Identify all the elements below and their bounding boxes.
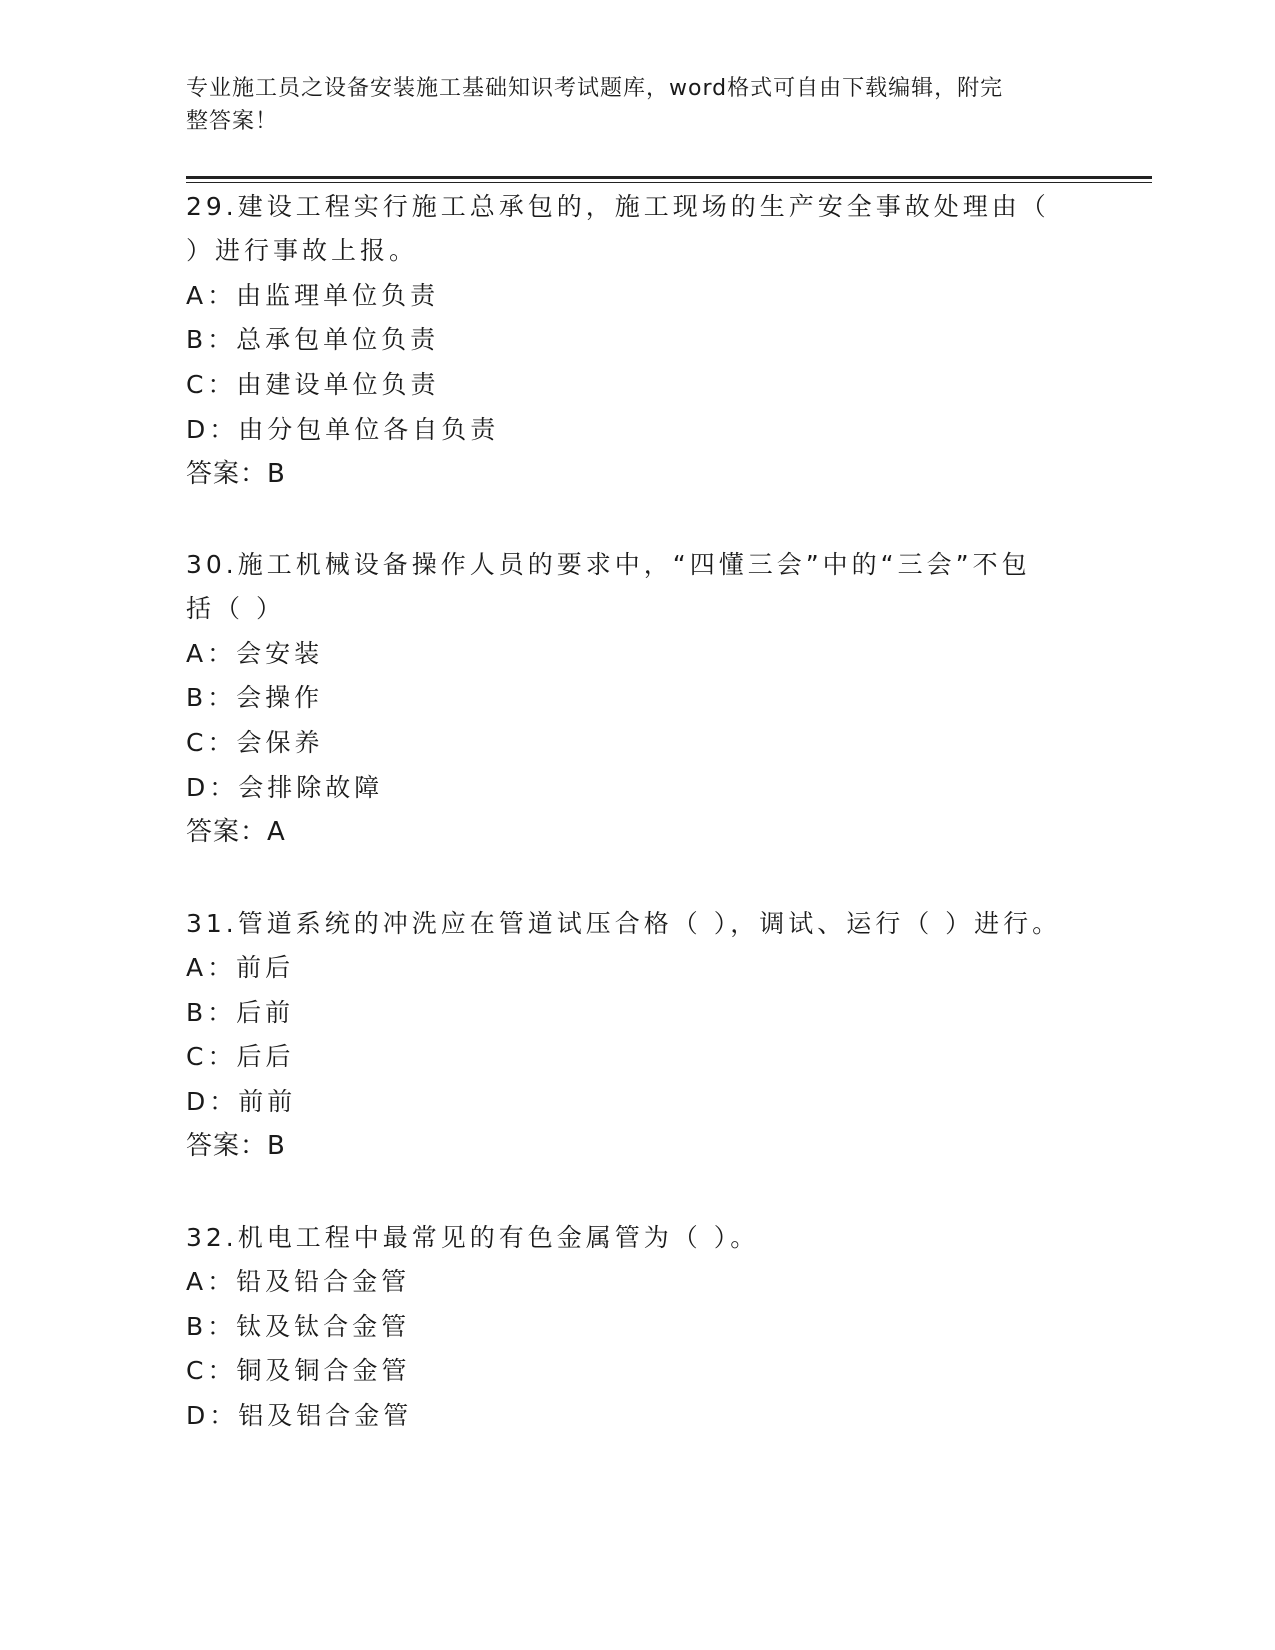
question-29-stem-line-2: ）进行事故上报。	[186, 236, 419, 265]
question-29-option-b: B：总承包单位负责	[186, 325, 440, 354]
question-31-option-a: A：前后	[186, 953, 295, 982]
question-31-option-b: B：后前	[186, 998, 295, 1027]
question-32-option-d: D：铝及铝合金管	[186, 1401, 413, 1430]
question-30-option-d: D：会排除故障	[186, 773, 384, 802]
question-32-stem-line-1: 32.机电工程中最常见的有色金属管为（ ）。	[186, 1223, 760, 1252]
header-line-2: 整答案！	[186, 109, 279, 134]
question-30-stem-line-2: 括（ ）	[186, 594, 285, 623]
document-header	[186, 72, 1066, 138]
question-31-option-c: C：后后	[186, 1042, 295, 1071]
question-30-stem-line-1: 30.施工机械设备操作人员的要求中，“四懂三会”中的“三会”不包	[186, 550, 1031, 579]
question-30-option-b: B：会操作	[186, 683, 324, 712]
question-30-answer: 答案：A	[186, 817, 286, 847]
question-32-option-b: B：钛及钛合金管	[186, 1312, 411, 1341]
question-32-option-c: C：铜及铜合金管	[186, 1356, 411, 1385]
question-31-stem-line-1: 31.管道系统的冲洗应在管道试压合格（ ），调试、运行（ ）进行。	[186, 909, 1062, 938]
question-30-option-c: C：会保养	[186, 728, 324, 757]
question-29-option-a: A：由监理单位负责	[186, 281, 440, 310]
question-30-option-a: A：会安装	[186, 639, 324, 668]
question-29-stem-line-1: 29.建设工程实行施工总承包的，施工现场的生产安全事故处理由（	[186, 192, 1050, 221]
header-divider-thick	[186, 176, 1152, 179]
header-divider-thin	[186, 182, 1152, 183]
question-29-option-c: C：由建设单位负责	[186, 370, 440, 399]
question-32-option-a: A：铅及铅合金管	[186, 1267, 411, 1296]
header-line-1: 专业施工员之设备安装施工基础知识考试题库，word格式可自由下载编辑，附完	[186, 76, 1004, 101]
question-31-option-d: D：前前	[186, 1087, 297, 1116]
question-31-answer: 答案：B	[186, 1131, 286, 1161]
question-29-option-d: D：由分包单位各自负责	[186, 415, 500, 444]
question-29-answer: 答案：B	[186, 459, 286, 489]
